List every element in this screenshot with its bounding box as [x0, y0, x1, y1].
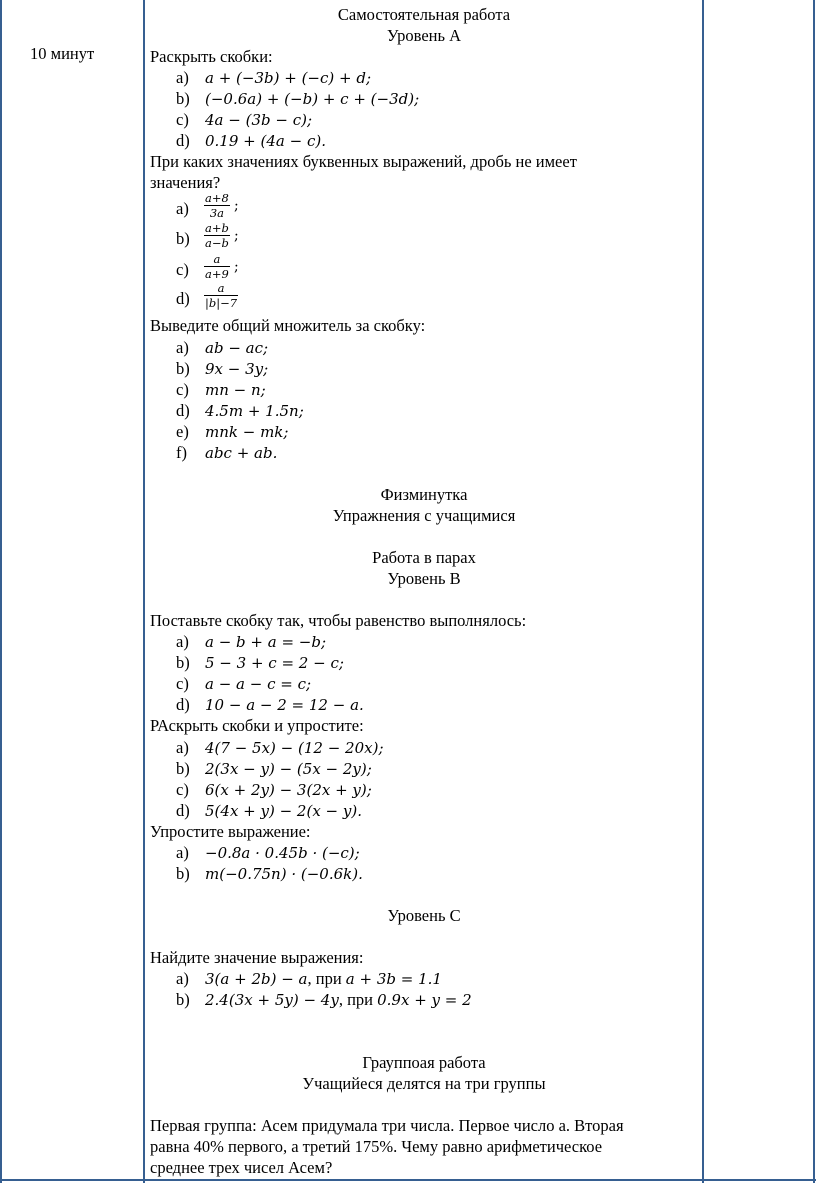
- fraction-denominator: a+9: [205, 267, 229, 281]
- item-label: d): [176, 695, 190, 714]
- fraction-denominator: a−b: [205, 236, 229, 250]
- math-expression: ab − ac;: [205, 339, 269, 357]
- item-label: b): [176, 864, 190, 883]
- math-expression: 2(3x − y) − (5x − 2y);: [205, 760, 372, 778]
- item-label: d): [176, 289, 190, 308]
- fraction-numerator: a+b: [205, 221, 229, 235]
- level-b-heading: Уровень В: [387, 569, 461, 588]
- fraction: [204, 253, 230, 281]
- item-label: c): [176, 674, 189, 693]
- math-expression: mnk − mk;: [205, 423, 289, 441]
- fraction-numerator: a+8: [205, 191, 229, 205]
- punctuation: ;: [234, 228, 239, 244]
- item-label: f): [176, 443, 187, 462]
- fraction: [204, 192, 230, 220]
- item-label: b): [176, 990, 190, 1009]
- pair-work-heading: Работа в парах: [372, 548, 476, 567]
- task-fraction-title-line2: значения?: [150, 173, 221, 192]
- group-task-line-2: равна 40% первого, а третий 175%. Чему равно арифметическое: [150, 1137, 603, 1156]
- condition-word: , при: [338, 990, 378, 1009]
- item-label: c): [176, 780, 189, 799]
- math-expression: −0.8a · 0.45b · (−c);: [205, 844, 360, 862]
- math-expression: a − b + a = −b;: [205, 633, 327, 651]
- math-expression: 10 − a − 2 = 12 − a.: [205, 696, 364, 714]
- item-label: b): [176, 229, 190, 248]
- group-task-line-3: среднее трех чисел Асем?: [150, 1158, 333, 1177]
- math-expression-with-condition: [205, 969, 442, 989]
- item-label: a): [176, 632, 189, 651]
- fraction-denominator: |b|−7: [205, 296, 238, 310]
- group-work-heading: Грауппоая работа: [362, 1053, 486, 1072]
- item-label: b): [176, 653, 190, 672]
- table-column-divider-2: [702, 0, 704, 1183]
- item-label: b): [176, 759, 190, 778]
- punctuation: ;: [234, 259, 239, 275]
- math-expression: abc + ab.: [205, 444, 278, 462]
- group-work-subheading: Учащийеся делятся на три группы: [302, 1074, 546, 1093]
- task-fraction-title-line1: При каких значениях буквенных выражений, дробь не имеет: [150, 152, 577, 171]
- math-expression: 6(x + 2y) − 3(2x + y);: [205, 781, 372, 799]
- math-expression: 9x − 3y;: [205, 360, 269, 378]
- task-place-bracket-title: Поставьте скобку так, чтобы равенство выполнялось:: [150, 611, 527, 630]
- section-title: Самостоятельная работа: [337, 5, 511, 24]
- math-expression: 2.4(3x + 5y) − 4y: [205, 991, 339, 1009]
- table-right-border: [813, 0, 815, 1183]
- math-expression: (−0.6a) + (−b) + c + (−3d);: [205, 90, 420, 108]
- item-label: d): [176, 401, 190, 420]
- table-column-divider-1: [143, 0, 145, 1183]
- task-expand-brackets-title: Раскрыть скобки:: [150, 47, 273, 66]
- item-label: a): [176, 738, 189, 757]
- break-heading: Физминутка: [380, 485, 468, 504]
- item-label: a): [176, 338, 189, 357]
- item-label: a): [176, 68, 189, 87]
- item-label: e): [176, 422, 189, 441]
- fraction-numerator: a: [217, 281, 225, 295]
- table-bottom-border: [0, 1179, 816, 1181]
- level-a-heading: Уровень А: [386, 26, 462, 45]
- item-label: d): [176, 131, 190, 150]
- punctuation: ;: [234, 198, 239, 214]
- item-label: a): [176, 969, 189, 988]
- math-expression: mn − n;: [205, 381, 266, 399]
- fraction: [204, 282, 238, 310]
- item-label: c): [176, 260, 189, 279]
- fraction: [204, 222, 230, 250]
- task-find-value-title: Найдите значение выражения:: [150, 948, 364, 967]
- item-label: b): [176, 359, 190, 378]
- math-expression: a + (−3b) + (−c) + d;: [205, 69, 372, 87]
- item-label: c): [176, 380, 189, 399]
- math-expression-with-condition: [205, 990, 472, 1010]
- time-label: 10 минут: [30, 44, 95, 63]
- math-expression: 4a − (3b − c);: [205, 111, 312, 129]
- level-c-heading: Уровень С: [387, 906, 461, 925]
- group-task-line-1: Первая группа: Асем придумала три числа. Первое число а. Вторая: [150, 1116, 624, 1135]
- math-expression: 3(a + 2b) − a: [205, 970, 308, 988]
- math-expression: 4(7 − 5x) − (12 − 20x);: [205, 739, 384, 757]
- task-common-factor-title: Выведите общий множитель за скобку:: [150, 316, 426, 335]
- task-simplify-title: РАскрыть скобки и упростите:: [150, 716, 364, 735]
- fraction-numerator: a: [213, 252, 221, 266]
- fraction-denominator: 3a: [209, 206, 224, 220]
- task-simplify-expression-title: Упростите выражение:: [150, 822, 311, 841]
- math-expression: m(−0.75n) · (−0.6k).: [205, 865, 363, 883]
- math-expression: 4.5m + 1.5n;: [205, 402, 304, 420]
- math-condition: 0.9x + y = 2: [377, 991, 472, 1009]
- item-label: b): [176, 89, 190, 108]
- math-expression: 5(4x + y) − 2(x − y).: [205, 802, 362, 820]
- item-label: a): [176, 199, 189, 218]
- table-left-border: [0, 0, 2, 1183]
- condition-word: , при: [307, 969, 346, 988]
- item-label: a): [176, 843, 189, 862]
- math-expression: 5 − 3 + c = 2 − c;: [205, 654, 344, 672]
- math-expression: 0.19 + (4a − c).: [205, 132, 326, 150]
- math-expression: a − a − c = c;: [205, 675, 312, 693]
- math-condition: a + 3b = 1.1: [345, 970, 442, 988]
- item-label: c): [176, 110, 189, 129]
- item-label: d): [176, 801, 190, 820]
- break-subheading: Упражнения с учащимися: [332, 506, 516, 525]
